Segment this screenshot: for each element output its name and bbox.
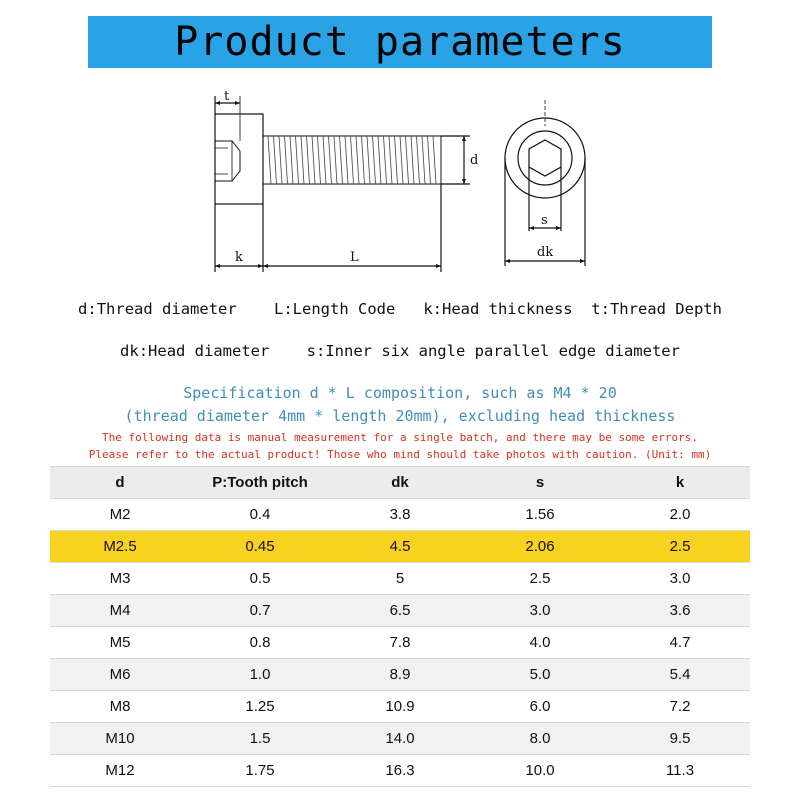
screw-head-side [215,114,263,204]
table-cell: 14.0 [330,723,470,755]
table-row [50,499,750,531]
table-row [50,595,750,627]
table-cell: M5 [50,627,190,659]
table-row [50,563,750,595]
table-row [50,755,750,787]
table-cell: 5.0 [470,659,610,691]
table-cell: 0.4 [190,499,330,531]
table-row [50,531,750,563]
header-d: d [50,467,190,499]
table-cell: M2.5 [50,531,190,563]
table-cell: 1.0 [190,659,330,691]
table-cell: 3.0 [610,563,750,595]
table-cell: 5 [330,563,470,595]
header-pitch: P:Tooth pitch [190,467,330,499]
table-cell: M10 [50,723,190,755]
table-cell: 8.9 [330,659,470,691]
disclaimer-line-1: The following data is manual measurement for a single batch, and there may be some errors. [101,431,699,444]
table-cell: 0.45 [190,531,330,563]
table-cell: 10.0 [470,755,610,787]
spec-note-line-2: (thread diameter 4mm * length 20mm), excluding head thickness [124,407,676,425]
label-t: t [224,89,230,104]
table-cell: 2.5 [470,563,610,595]
table-cell: 0.8 [190,627,330,659]
table-cell: 2.06 [470,531,610,563]
spec-table [50,466,750,787]
table-cell: 1.56 [470,499,610,531]
spec-note-line-1: Specification d * L composition, such as M4 * 20 [183,384,617,402]
table-cell: 2.5 [610,531,750,563]
table-row [50,691,750,723]
table-cell: M12 [50,755,190,787]
table-cell: 8.0 [470,723,610,755]
table-cell: M6 [50,659,190,691]
header-dk: dk [330,467,470,499]
screw-head-end [505,118,585,198]
table-cell: 11.3 [610,755,750,787]
table-cell: 4.7 [610,627,750,659]
table-row [50,627,750,659]
table-cell: 7.8 [330,627,470,659]
header-k: k [610,467,750,499]
table-cell: 0.5 [190,563,330,595]
table-cell: 5.4 [610,659,750,691]
label-d: d [470,153,479,168]
table-cell: 6.0 [470,691,610,723]
table-cell: M2 [50,499,190,531]
title-banner [88,16,712,68]
table-row [50,659,750,691]
page-title: Product parameters [174,19,626,65]
table-cell: 3.6 [610,595,750,627]
table-cell: 1.25 [190,691,330,723]
header-s: s [470,467,610,499]
legend-line-1: d:Thread diameter L:Length Code k:Head thickness t:Thread Depth [78,300,722,318]
table-cell: 6.5 [330,595,470,627]
table-cell: 1.5 [190,723,330,755]
label-L: L [350,250,359,265]
table-cell: 1.75 [190,755,330,787]
table-cell: 3.8 [330,499,470,531]
table-row [50,723,750,755]
table-cell: 2.0 [610,499,750,531]
screw-dimension-diagram [200,86,600,276]
table-cell: 10.9 [330,691,470,723]
table-cell: M4 [50,595,190,627]
table-cell: 4.0 [470,627,610,659]
table-cell: 3.0 [470,595,610,627]
table-cell: 4.5 [330,531,470,563]
hex-socket [529,140,561,176]
table-cell: M8 [50,691,190,723]
label-k: k [235,250,243,265]
table-cell: 7.2 [610,691,750,723]
label-dk: dk [537,245,554,260]
legend-line-2: dk:Head diameter s:Inner six angle parallel edge diameter [120,342,680,360]
label-s: s [541,213,548,228]
table-cell: M3 [50,563,190,595]
table-header-row [50,467,750,499]
disclaimer-line-2: Please refer to the actual product! Those who mind should take photos with caution. (Unit: mm) [88,448,712,461]
table-cell: 0.7 [190,595,330,627]
table-cell: 16.3 [330,755,470,787]
table-cell: 9.5 [610,723,750,755]
